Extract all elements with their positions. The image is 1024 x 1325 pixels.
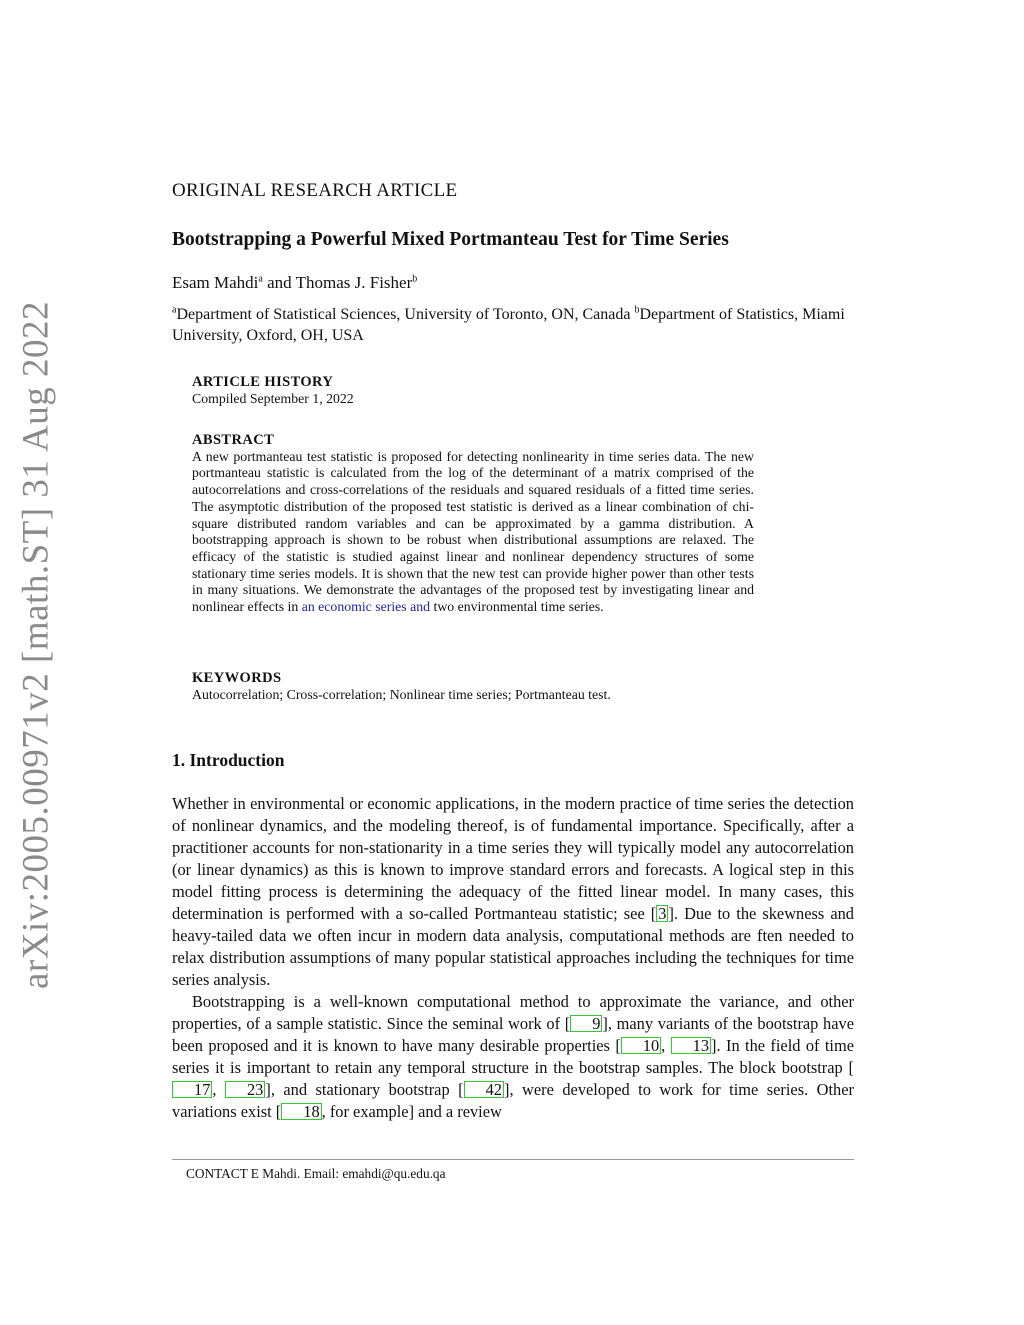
keywords-block (192, 670, 754, 703)
keywords-text: Autocorrelation; Cross-correlation; Nonlinear time series; Portmanteau test. (192, 686, 611, 702)
abstract-body: A new portmanteau test statistic is proposed for detecting nonlinearity in time series data. The new portmanteau statistic is calculated from the log of the determinant of a matrix comprised of the autocorrelations and cross-correlations of the residuals and squared residuals of a fitted time series. The asymptotic distribution of the proposed test statistic is derived as a linear combination of chi-square distributed random variables and can be approximated by a gamma distribution. A bootstrapping approach is shown to be robust when distributional assumptions are relaxed. The efficacy of the statistic is studied against linear and nonlinear dependency structures of some stationary time series models. It is shown that the new test can provide higher power than other tests in many situations. We demonstrate the advantages of the proposed test by investigating linear and nonlinear effects in (192, 448, 754, 615)
section-title-text: Introduction (189, 750, 285, 770)
affil-mark: a (172, 304, 177, 316)
history-heading: ARTICLE HISTORY (192, 374, 334, 390)
paragraph-text: , for example] and a review (321, 1102, 502, 1121)
paragraph-text: Whether in environmental or economic applications, in the modern practice of time series the detection of nonlinear dynamics, and the modeling thereof, is of fundamental importance. Specifically, after a practitioner accounts for non-stationarity in a time series they will typically model any autocorrelation (or linear dynamics) as this is known to improve standard errors and forecasts. A logical step in this model fitting process is determining the adequacy of the fitted linear model. In many cases, this determination is performed with a so-called Portmanteau statistic; see [ (172, 794, 854, 923)
citation-link[interactable]: 23 (225, 1081, 265, 1098)
paper-title: Bootstrapping a Powerful Mixed Portmanteau Test for Time Series (172, 229, 729, 250)
citation-separator: , (212, 1080, 225, 1099)
citation-link[interactable]: 18 (281, 1103, 321, 1120)
citation-link[interactable]: 10 (621, 1037, 661, 1054)
abstract-heading: ABSTRACT (192, 432, 275, 448)
author-name: Thomas J. Fisher (295, 273, 413, 292)
citation-link[interactable]: 3 (658, 904, 667, 923)
citation-link[interactable]: 9 (570, 1015, 602, 1032)
paragraph-text: Bootstrapping is a well-known computational method to approximate the variance, and other properties, of a sample statistic. Since the seminal work of [ (172, 992, 854, 1033)
arxiv-identifier: arXiv:2005.00971v2 [math.ST] 31 Aug 2022 (15, 300, 57, 990)
citation-separator: , (661, 1036, 671, 1055)
abstract-block (192, 432, 754, 616)
abstract-link[interactable]: an economic series and (301, 599, 431, 615)
footnote-rule (172, 1159, 854, 1160)
paragraph-text: ], many variants of the bootstrap have been proposed and it is known to have many desirable properties [ (172, 1014, 854, 1055)
author-affil-mark: a (258, 273, 263, 285)
affil-text: Department of Statistics, Miami University, Oxford, OH, USA (172, 306, 845, 344)
citation-link[interactable]: 17 (172, 1081, 212, 1098)
author-name: Esam Mahdi (172, 273, 259, 292)
compiled-date: Compiled September 1, 2022 (192, 390, 354, 406)
article-history (192, 374, 754, 407)
body-text (172, 793, 854, 1123)
contact-footnote: CONTACT E Mahdi. Email: emahdi@qu.edu.qa (186, 1166, 446, 1181)
citation-link[interactable]: 13 (671, 1037, 711, 1054)
paragraph-text: ]. In the field of time series it is important to retain any temporal structure in the bootstrap samples. The block bootstrap [ (172, 1036, 854, 1077)
author-affil-mark: b (412, 273, 418, 285)
abstract-tail: two environmental time series. (430, 599, 604, 615)
paragraph-text: ], and stationary bootstrap [ (265, 1080, 464, 1099)
affil-mark: b (634, 304, 640, 316)
author-joiner: and (267, 273, 292, 292)
section-number: 1. (172, 750, 186, 770)
affiliations (172, 304, 854, 346)
paragraph-text: ]. Due to the skewness and heavy-tailed data we often incur in modern data analysis, computational methods are ften needed to relax distribution assumptions of many popular statistical approaches including the techniques for time series analysis. (172, 904, 854, 989)
citation-link[interactable]: 42 (464, 1081, 504, 1098)
abstract-text (192, 449, 754, 616)
paragraph-text: ], were developed to work for time series. Other variations exist [ (172, 1080, 854, 1121)
section-heading (172, 750, 284, 771)
paragraph (172, 793, 854, 991)
author-line (172, 273, 417, 293)
keywords-heading: KEYWORDS (192, 670, 282, 686)
article-type: ORIGINAL RESEARCH ARTICLE (172, 180, 458, 201)
affil-text: Department of Statistical Sciences, University of Toronto, ON, Canada (176, 306, 631, 323)
paragraph (172, 991, 854, 1123)
